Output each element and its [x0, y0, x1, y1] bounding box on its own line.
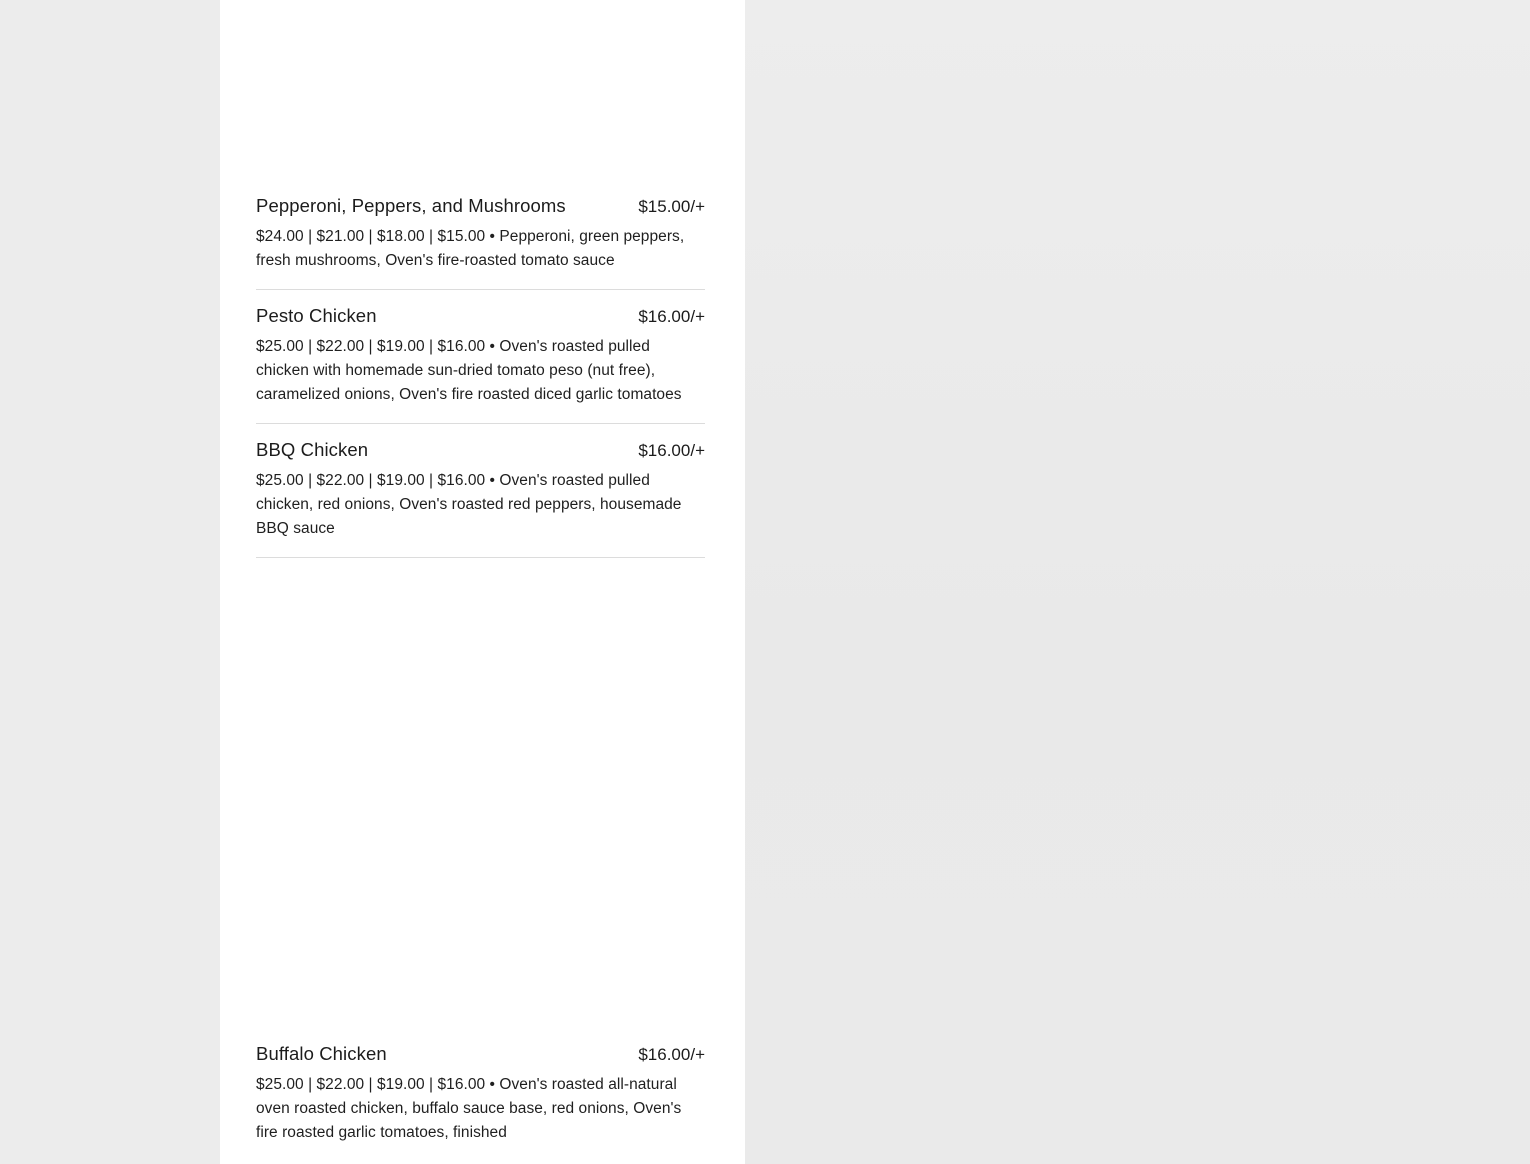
- item-image-placeholder: [256, 558, 705, 1028]
- menu-item-price: $16.00/+: [638, 441, 705, 461]
- menu-list: [256, 0, 705, 1161]
- menu-item[interactable]: [256, 180, 705, 290]
- menu-item-price: $16.00/+: [638, 307, 705, 326]
- menu-item-name: Pesto Chicken: [256, 305, 377, 326]
- menu-item-header: [256, 180, 705, 219]
- menu-item-name: Buffalo Chicken: [256, 1043, 387, 1065]
- menu-item[interactable]: [256, 424, 705, 558]
- menu-item-header: [256, 290, 705, 329]
- menu-item-price: $15.00/+: [638, 197, 705, 216]
- menu-item[interactable]: [256, 290, 705, 424]
- menu-item-name: Pepperoni, Peppers, and Mushrooms: [256, 195, 566, 216]
- item-image-placeholder: [256, 0, 705, 180]
- menu-item-description: $25.00 | $22.00 | $19.00 | $16.00 • Oven's roasted pulled chicken with homemade sun-dried tomato peso (nut free), caramelized onions, Oven's fire roasted diced garlic tomatoes: [256, 337, 682, 403]
- menu-item-price: $16.00/+: [638, 1045, 705, 1065]
- menu-item[interactable]: [256, 1028, 705, 1161]
- menu-item-name: BBQ Chicken: [256, 439, 369, 461]
- menu-page-sheet: [220, 0, 745, 1164]
- page-left-background: [0, 0, 220, 1164]
- menu-item-description: $25.00 | $22.00 | $19.00 | $16.00 • Oven's roasted pulled chicken, red onions, Oven's roasted red peppers, housemade BBQ sauce: [256, 471, 682, 538]
- menu-item-description: $25.00 | $22.00 | $19.00 | $16.00 • Oven's roasted all-natural oven roasted chicken, buffalo sauce base, red onions, Oven's fire roasted garlic tomatoes, finished: [256, 1076, 682, 1142]
- page-right-background: [745, 0, 1530, 1164]
- menu-item-description: $24.00 | $21.00 | $18.00 | $15.00 • Pepperoni, green peppers, fresh mushrooms, Oven's fire-roasted tomato sauce: [256, 227, 685, 269]
- menu-item-header: [256, 1028, 705, 1067]
- menu-item-header: [256, 424, 705, 463]
